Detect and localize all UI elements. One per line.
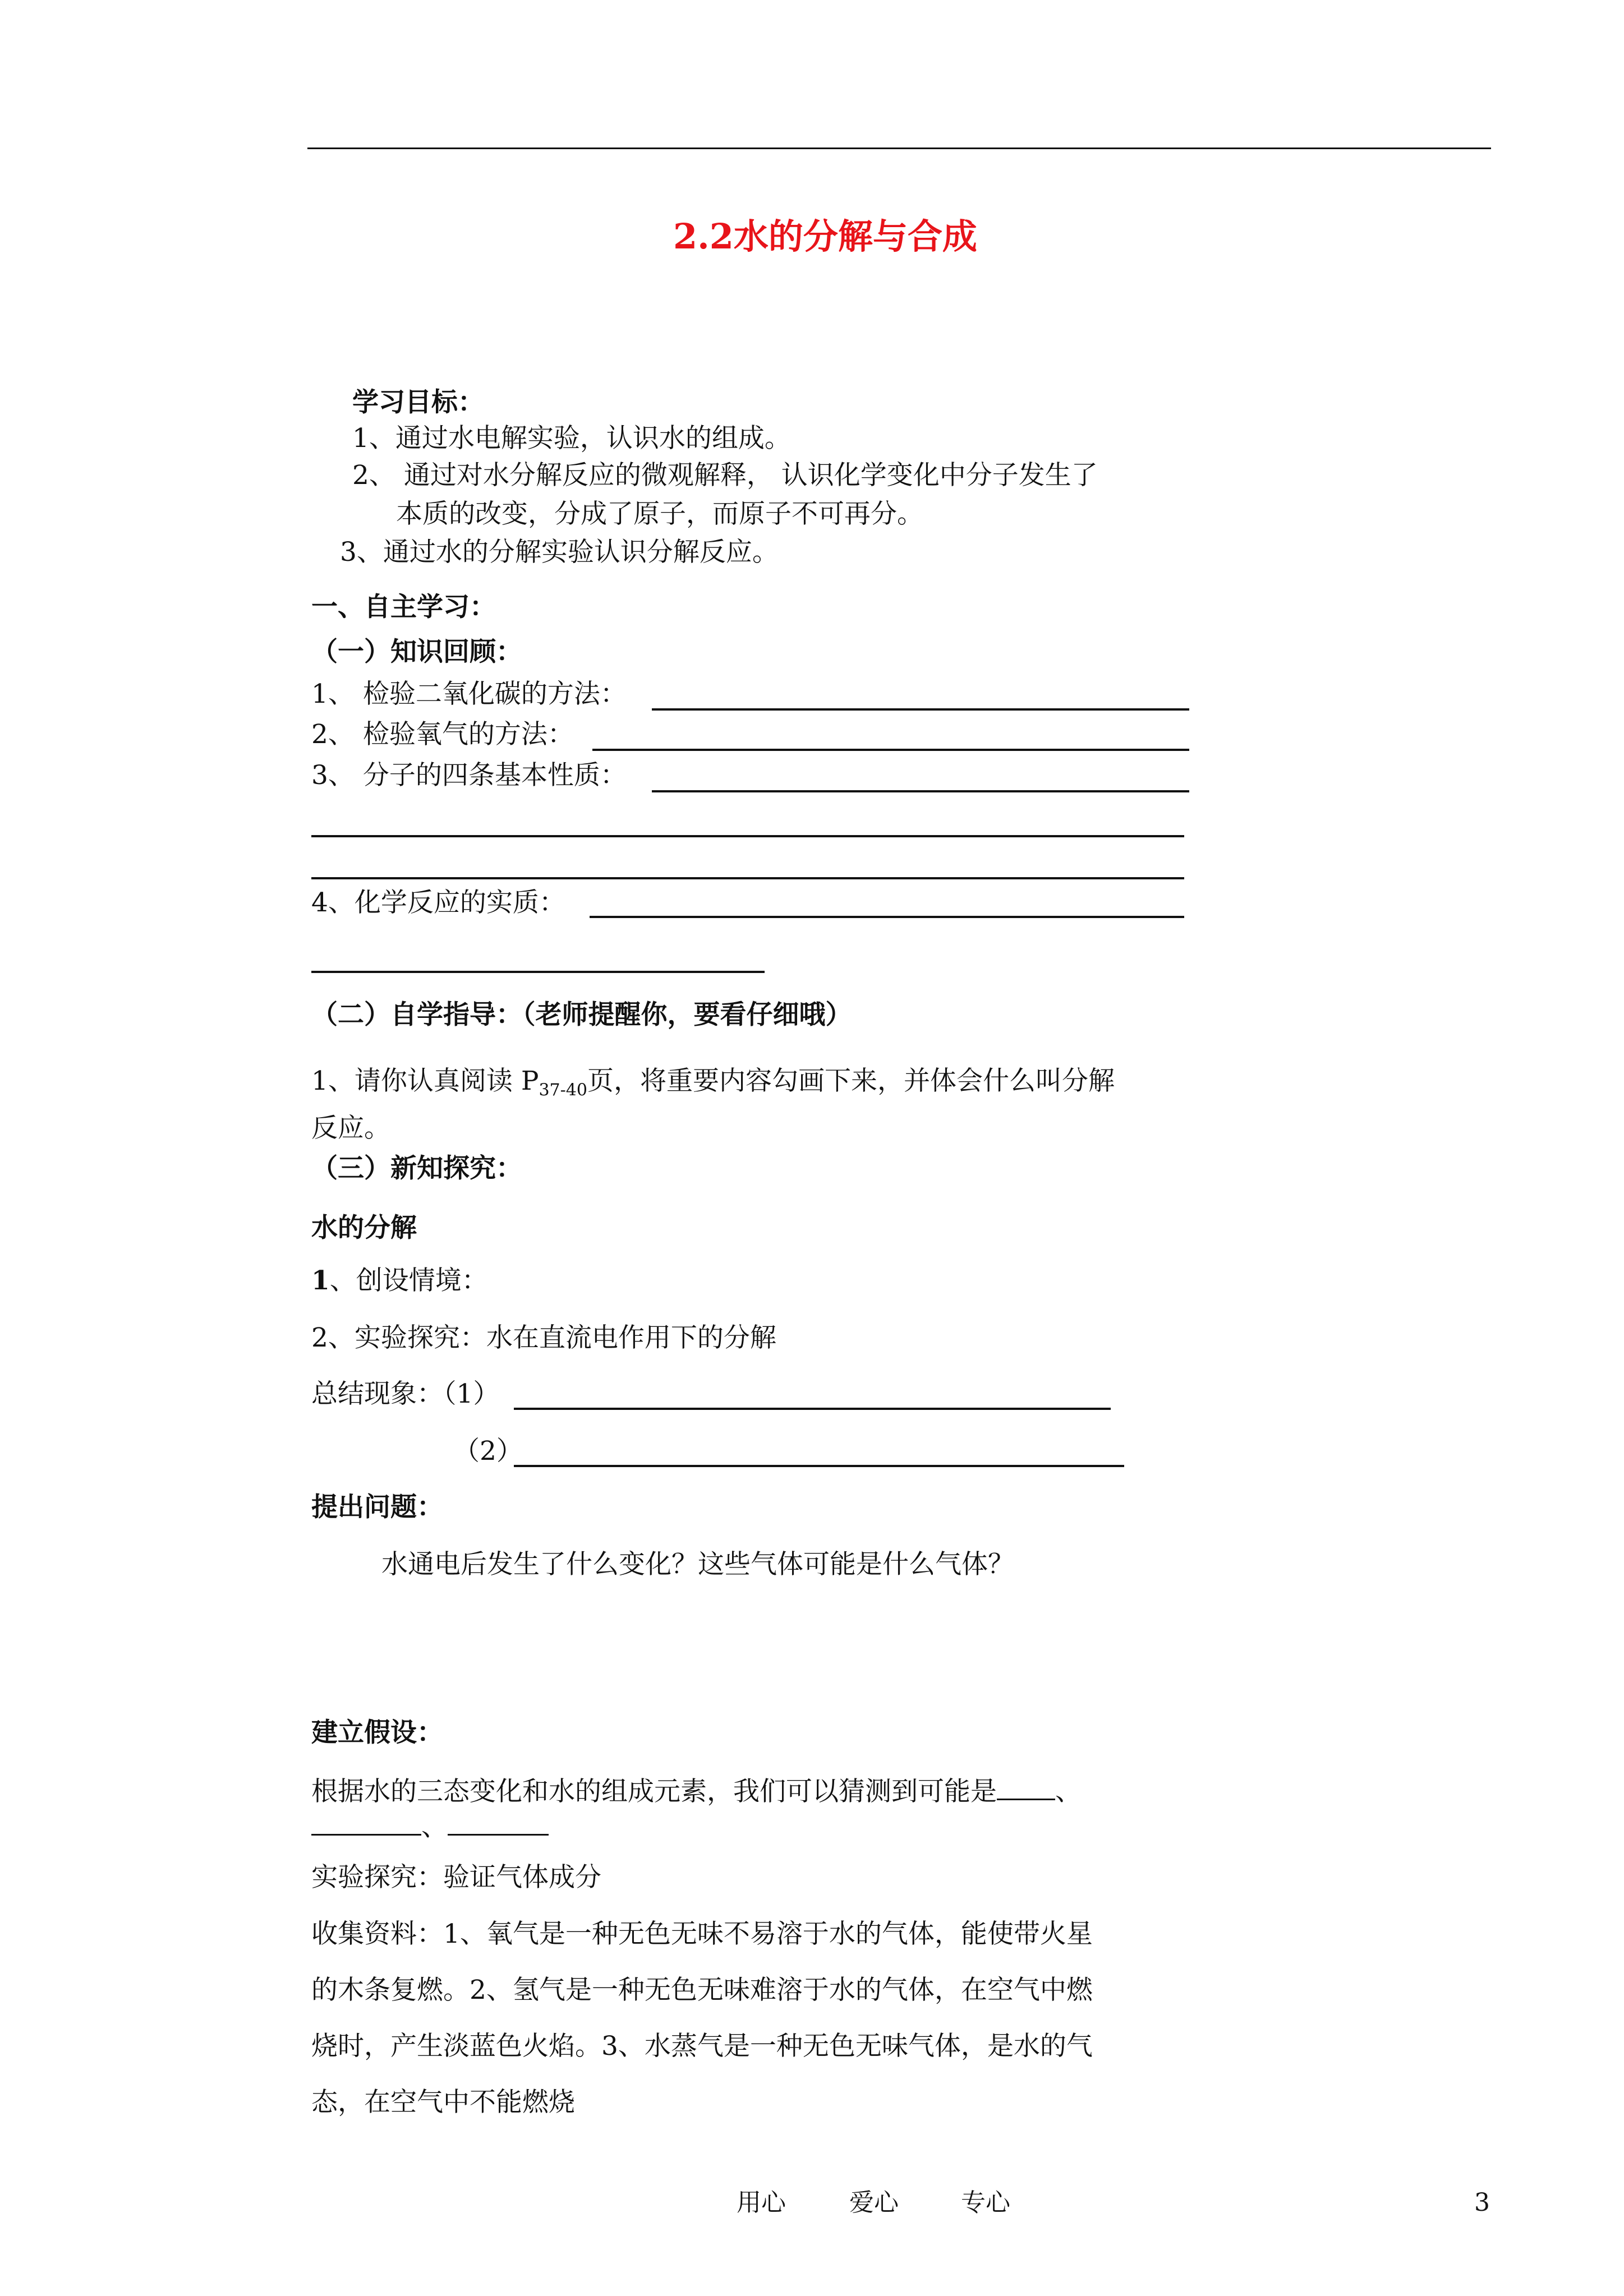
objective-item-2-cont: 本质的改变，分成了原子，而原子不可再分。	[396, 499, 923, 529]
header-rule	[307, 147, 1491, 149]
page-number: 3	[1474, 2188, 1490, 2217]
hypothesis-blank-3	[448, 1809, 549, 1836]
hypothesis-heading: 建立假设：	[311, 1717, 443, 1748]
question-heading: 提出问题：	[311, 1492, 443, 1523]
review-q1-answer-line	[652, 708, 1189, 711]
review-heading: （一）知识回顾：	[311, 637, 522, 667]
review-q3-answer-line	[652, 790, 1189, 792]
section-1-heading: 一、自主学习：	[311, 592, 496, 623]
explore-step-2: 2、实验探究：水在直流电作用下的分解	[311, 1322, 776, 1353]
guide-heading: （二）自学指导：（老师提醒你，要看仔细哦）	[311, 999, 852, 1030]
explore-heading: （三）新知探究：	[311, 1153, 522, 1184]
hypothesis-blank-1	[997, 1774, 1055, 1800]
footer-motto-2: 爱心	[849, 2188, 899, 2217]
review-q2-label: 2、 检验氧气的方法：	[311, 719, 574, 750]
hypothesis-sep-2: 、	[421, 1811, 448, 1842]
summary-2-answer-line	[514, 1465, 1124, 1467]
objective-item-2: 2、 通过对水分解反应的微观解释， 认识化学变化中分子发生了	[352, 460, 1098, 491]
guide-page-range: 37-40	[539, 1080, 587, 1100]
objective-item-3: 3、通过水的分解实验认识分解反应。	[340, 537, 779, 568]
summary-1-answer-line	[514, 1408, 1111, 1410]
review-q3-label: 3、 分子的四条基本性质：	[311, 760, 627, 791]
hypothesis-line-2	[311, 1809, 549, 1844]
explore-step-1	[311, 1264, 488, 1298]
review-q1-label: 1、 检验二氧化碳的方法：	[311, 679, 627, 709]
objectives-heading: 学习目标：	[352, 387, 484, 418]
guide-line-1-b: 页，将重要内容勾画下来，并体会什么叫分解	[587, 1066, 1115, 1096]
collect-line-1: 收集资料：1、氧气是一种无色无味不易溶于水的气体，能使带火星	[311, 1919, 1093, 1949]
review-q4-answer-line	[590, 916, 1184, 918]
summary-2-label: （2）	[453, 1436, 523, 1467]
footer-motto-1: 用心	[737, 2188, 786, 2217]
verify-line: 实验探究：验证气体成分	[311, 1862, 601, 1893]
summary-1-label: 总结现象：（1）	[311, 1378, 500, 1409]
guide-line-2: 反应。	[311, 1113, 390, 1144]
explore-step-1-text: 、创设情境：	[329, 1265, 488, 1296]
collect-line-2: 的木条复燃。2、氢气是一种无色无味难溶于水的气体，在空气中燃	[311, 1975, 1093, 2005]
review-q3-answer-line-2	[311, 835, 1184, 837]
explore-step-1-num: 1	[311, 1265, 330, 1296]
explore-subheading: 水的分解	[311, 1212, 417, 1243]
collect-line-4: 态，在空气中不能燃烧	[311, 2087, 575, 2118]
review-q3-answer-line-3	[311, 877, 1184, 879]
question-text: 水通电后发生了什么变化？这些气体可能是什么气体？	[381, 1549, 1014, 1580]
review-q4-label: 4、化学反应的实质：	[311, 887, 565, 918]
guide-line-1-a: 1、请你认真阅读 P	[311, 1066, 539, 1096]
footer-motto-3: 专心	[961, 2188, 1010, 2217]
hypothesis-blank-2	[311, 1809, 421, 1836]
guide-line-1	[311, 1064, 1115, 1107]
collect-line-3: 烧时，产生淡蓝色火焰。3、水蒸气是一种无色无味气体，是水的气	[311, 2031, 1093, 2062]
hypothesis-text: 根据水的三态变化和水的组成元素，我们可以猜测到可能是	[311, 1776, 997, 1807]
objective-item-1: 1、通过水电解实验，认识水的组成。	[352, 423, 791, 454]
hypothesis-line-1	[311, 1774, 1082, 1809]
review-q4-answer-line-2	[311, 971, 765, 973]
review-q2-answer-line	[592, 749, 1189, 751]
hypothesis-sep-1: 、	[1055, 1776, 1082, 1807]
page-title: 2.2水的分解与合成	[673, 216, 977, 257]
